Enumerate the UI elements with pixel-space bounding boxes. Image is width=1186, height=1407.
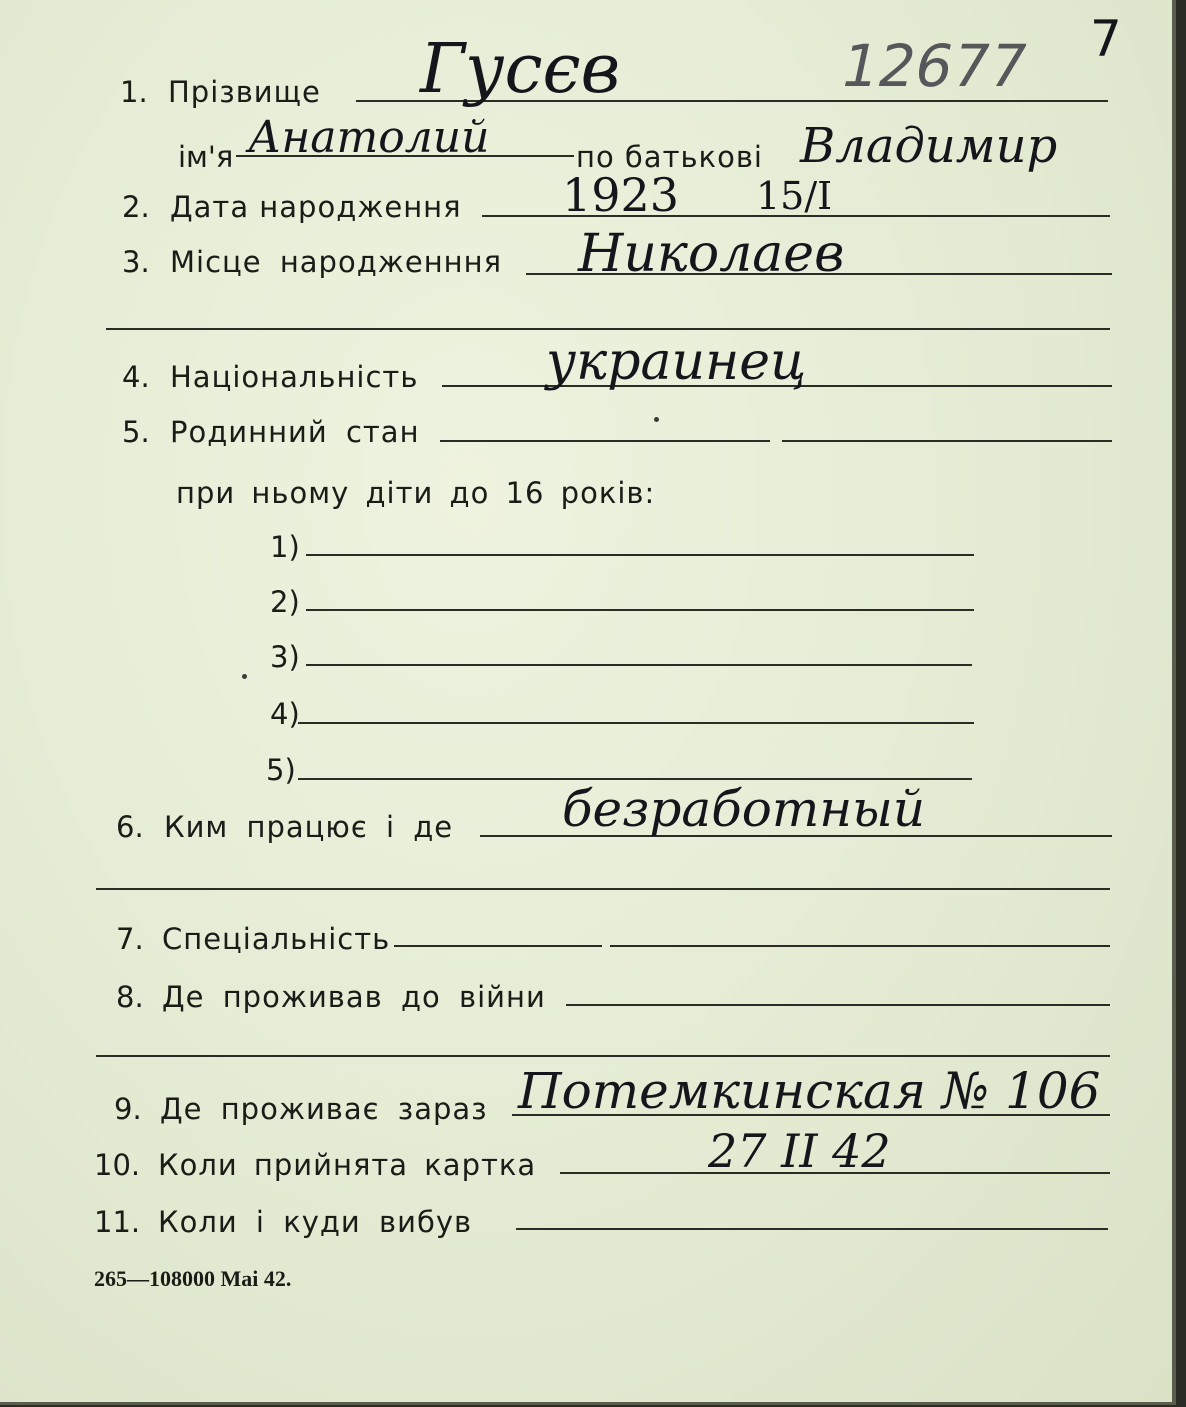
field-7-line: [394, 945, 602, 947]
field-9-label: Де проживає зараз: [160, 1092, 488, 1126]
field-6-line-2: [96, 888, 1110, 890]
children-item-3-line: [306, 664, 972, 666]
field-7-label: Спеціальність: [162, 922, 391, 956]
ink-dot-2: [242, 674, 247, 679]
archive-number: 12677: [834, 32, 1034, 100]
field-8-line: [566, 1004, 1110, 1006]
field-1-value: Гусєв: [420, 30, 621, 109]
field-3-line-2: [106, 328, 1110, 330]
children-item-5-label: 5): [266, 753, 296, 787]
print-code: 265—108000 Mai 42.: [94, 1266, 292, 1291]
field-11-label: Коли і куди вибув: [158, 1205, 473, 1239]
children-item-1-label: 1): [270, 530, 300, 564]
field-9-value: Потемкинская № 106: [518, 1062, 1101, 1120]
field-1-label: Прізвище: [168, 75, 321, 109]
field-1-patronymic-label: по батькові: [576, 140, 763, 174]
field-10-value: 27 II 42: [708, 1124, 891, 1178]
field-5-number: 5.: [122, 415, 150, 449]
children-item-2-label: 2): [270, 585, 300, 619]
field-5-label: Родинний стан: [170, 415, 420, 449]
children-item-4-label: 4): [270, 697, 300, 731]
field-4-label: Національність: [170, 360, 419, 394]
field-10-label: Коли прийнята картка: [158, 1148, 537, 1182]
field-9-number: 9.: [114, 1092, 142, 1126]
corner-mark: 7: [1090, 10, 1122, 68]
field-2-number: 2.: [122, 190, 150, 224]
field-7-number: 7.: [116, 922, 144, 956]
children-item-2-line: [306, 609, 974, 611]
field-11-number: 11.: [94, 1205, 141, 1239]
field-4-value: украинец: [546, 332, 807, 392]
field-8-label: Де проживав до війни: [162, 980, 546, 1014]
field-1-name-value: Анатолий: [248, 112, 490, 163]
field-3-number: 3.: [122, 245, 150, 279]
field-1-patronymic-value: Владимир: [800, 118, 1058, 174]
ink-dot: [654, 417, 659, 422]
children-label: при ньому діти до 16 років:: [176, 476, 656, 510]
field-1-number: 1.: [120, 75, 148, 109]
field-3-value: Николаев: [578, 224, 845, 284]
field-5-line-2: [782, 440, 1112, 442]
field-8-number: 8.: [116, 980, 144, 1014]
children-item-3-label: 3): [270, 640, 300, 674]
field-8-line-2: [96, 1055, 1110, 1057]
field-5-line: [440, 440, 770, 442]
field-1-name-label: ім'я: [178, 140, 234, 174]
field-4-number: 4.: [122, 360, 150, 394]
field-6-label: Ким працює і де: [164, 810, 454, 844]
children-item-4-line: [298, 722, 974, 724]
field-6-number: 6.: [116, 810, 144, 844]
field-3-label: Місце народженння: [170, 245, 503, 279]
children-item-1-line: [306, 554, 974, 556]
field-6-value: безработный: [562, 780, 926, 838]
field-10-number: 10.: [94, 1148, 141, 1182]
field-2-value: 1923: [562, 168, 680, 222]
field-7-line-2: [610, 945, 1110, 947]
field-11-line: [516, 1228, 1108, 1230]
field-2-label: Дата народження: [170, 190, 462, 224]
field-2-value-extra: 15/I: [756, 174, 833, 218]
